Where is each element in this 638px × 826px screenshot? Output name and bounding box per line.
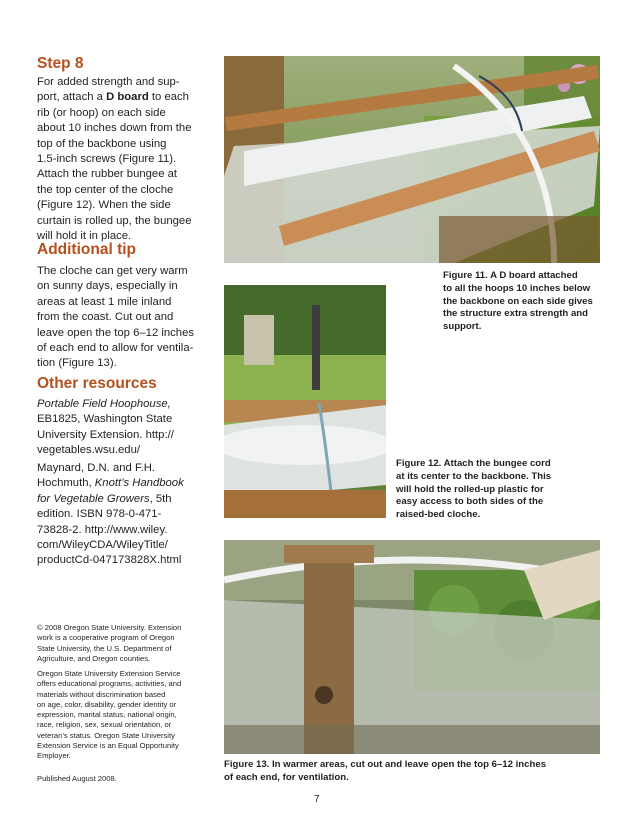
resource-reference-1 [37,397,202,459]
book-title: Portable Field Hoophouse, [37,398,171,410]
text-line: 1.5-inch screws (Figure 11). [37,153,177,166]
caption-line: the backbone on each side gives [443,295,593,307]
text-line: vegetables.wsu.edu/ [37,444,140,457]
text-line: will hold it in place. [37,230,132,243]
caption-line: Figure 13. In warmer areas, cut out and leave open the top 6–12 inches [224,759,547,770]
text-line: materials without discrimination based [37,689,166,699]
other-resources-heading: Other resources [37,375,157,392]
text-span: to each [148,91,189,104]
text-line: about 10 inches down from the [37,122,192,135]
text-line: veteran’s status. Oregon State University [37,730,175,740]
figure-12-caption [396,458,576,522]
text-line: edition. ISBN 978-0-471- [37,508,162,521]
text-span: Hochmuth, [37,477,95,490]
caption-line: easy access to both sides of the [396,496,544,508]
caption-line: of each end, for ventilation. [224,771,349,783]
caption-line: will hold the rolled-up plastic for [396,483,544,495]
caption-line: raised-bed cloche. [396,509,481,521]
text-line: EB1825, Washington State [37,413,173,426]
additional-tip-heading: Additional tip [37,241,137,258]
text-line: the top center of the cloche [37,183,174,196]
caption-line: support. [443,321,482,333]
text-line: from the coast. Cut out and [37,311,174,324]
text-line: Agriculture, and Oregon counties. [37,653,151,663]
text-line: curtain is rolled up, the bungee [37,214,192,227]
text-line [37,476,202,491]
text-line: areas at least 1 mile inland [37,295,172,308]
text-line: (Figure 12). When the side [37,199,171,212]
text-line [37,397,202,412]
text-line: tion (Figure 13). [37,357,117,370]
text-line: Extension Service is an Equal Opportunity [37,741,179,751]
figure-13-photo [224,540,600,754]
text-line: Employer. [37,751,71,761]
text-line: on age, color, disability, gender identity or [37,699,177,709]
text-line [37,90,197,105]
page-number: 7 [314,794,320,805]
text-line: offers educational programs, activities, and [37,679,182,689]
published-date: Published August 2008. [37,774,117,783]
book-title: for Vegetable Growers [37,492,150,505]
figure-13-caption [224,759,604,785]
text-line: work is a cooperative program of Oregon [37,633,175,643]
text-line: The cloche can get very warm [37,265,188,277]
text-line: race, religion, sex, sexual orientation, or [37,720,172,730]
resource-reference-2 [37,461,202,569]
text-line: on sunny days, especially in [37,280,178,293]
text-line [37,492,202,507]
text-line: For added strength and sup- [37,76,180,88]
text-line: com/WileyCDA/WileyTitle/ [37,539,168,552]
caption-line: to all the hoops 10 inches below [443,282,591,294]
text-span: , 5th [149,492,172,505]
figure-13-illustration [224,540,600,754]
figure-11-illustration [224,56,600,263]
figure-11-photo [224,56,600,263]
text-line: leave open the top 6–12 inches [37,326,195,339]
step8-heading: Step 8 [37,55,84,72]
text-line: top of the backbone using [37,137,167,150]
text-line: University Extension. http:// [37,428,174,441]
figure-11-caption [443,270,613,334]
copyright-notice [37,623,217,664]
additional-tip-paragraph [37,264,197,372]
caption-line: Figure 11. A D board attached [443,270,578,281]
text-line: State University, the U.S. Department of [37,643,172,653]
equal-opportunity-statement [37,669,217,762]
text-line: rib (or hoop) on each side [37,106,166,119]
d-board-term: D board [106,91,149,104]
text-line: 73828-2. http://www.wiley. [37,523,168,536]
text-line: Attach the rubber bungee at [37,168,178,181]
caption-line: Figure 12. Attach the bungee cord [396,458,551,469]
book-title: Knott’s Handbook [94,477,184,490]
caption-line: at its center to the backbone. This [396,470,552,482]
text-line: productCd-047173828X.html [37,554,182,567]
text-line: expression, marital status, national origin, [37,710,177,720]
text-line: Maynard, D.N. and F.H. [37,462,156,474]
text-span: port, attach a [37,91,107,104]
text-line: of each end to allow for ventila- [37,342,194,355]
text-line: © 2008 Oregon State University. Extension [37,623,182,632]
caption-line: the structure extra strength and [443,308,589,320]
step8-paragraph [37,75,197,244]
text-line: Oregon State University Extension Service [37,669,181,678]
figure-12-photo [224,285,386,518]
figure-12-illustration [224,285,386,518]
